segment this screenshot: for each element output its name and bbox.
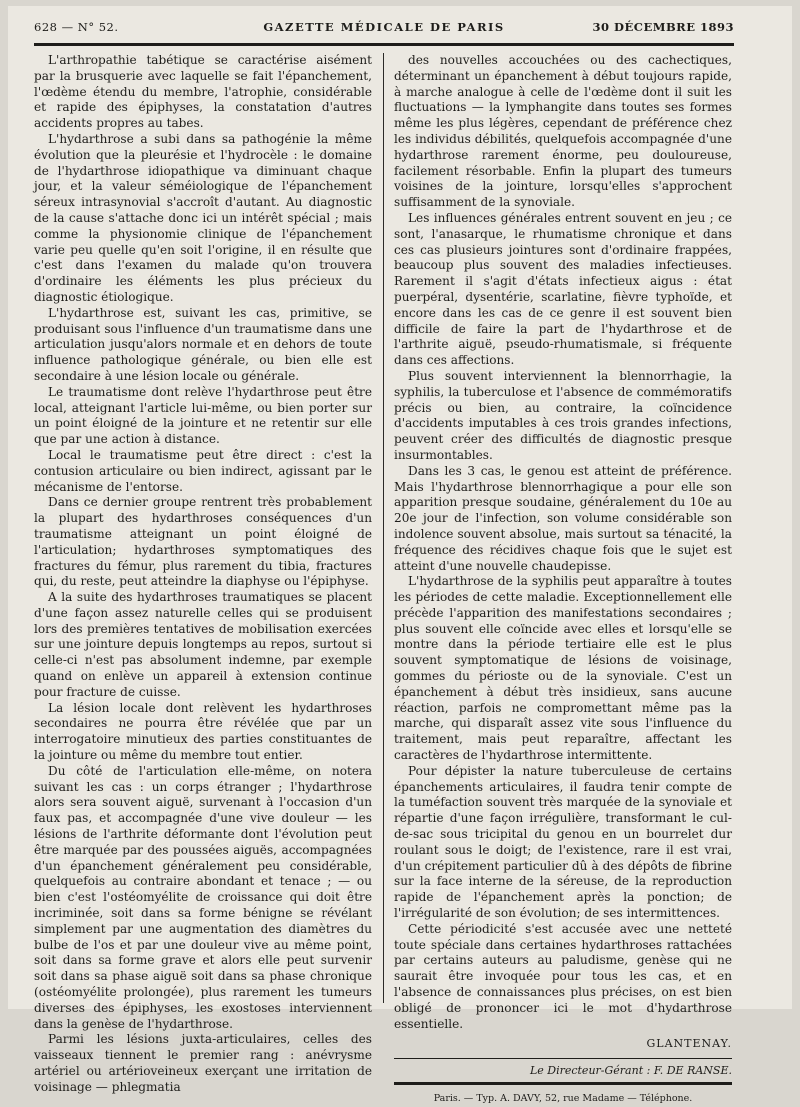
paragraph: Les influences générales entrent souvent en jeu ; ce sont, l'anasarque, le rhumatisme chronique et dans ces cas plusieurs jointures sont d'ordinaire frappées, beaucoup plus souvent des maladies infectieuses. Rarement il s'agit d'états infectieux aigus : état puerpéral, dysentérie, scarlatine, fièvre typhoïde, et encore dans les cas de ce genre il est souvent bien difficile de faire la part de l'hydarthrose et de l'arthrite aiguë, pseudo-rhumatismale, si fréquente dans ces affections. [394,210,732,368]
paragraph: Dans les 3 cas, le genou est atteint de préférence. Mais l'hydarthrose blennorrhagique a pour elle son apparition presque soudaine, généralement du 10e au 20e jour de l'infection, son volume considérable son indolence souvent absolue, mais surtout sa ténacité, la fréquence des récidives chaque fois que le sujet est atteint d'une nouvelle chaudepisse. [394,463,732,573]
paragraph: Pour dépister la nature tuberculeuse de certains épanchements articulaires, il faudra tenir compte de la tuméfaction souvent très marquée de la synoviale et répartie d'une façon irrégulière, transformant le cul-de-sac sous tricipital du genou en un bourrelet dur roulant sous le doigt; de l'existence, rare il est vrai, d'un crépitement particulier dû à des dépôts de fibrine sur la face interne de la séreuse, de la reproduction rapide de l'épanchement après la ponction; de l'irrégularité de son évolution; de ses intermittences. [394,763,732,921]
paragraph: des nouvelles accouchées ou des cachectiques, déterminant un épanchement à début toujours rapide, à marche analogue à celle de l'œdème dont il suit les fluctuations — la lymphangite dans toutes ses formes même les plus légères, cependant de préférence chez les individus débilités, quelquefois accompagnée d'une hydarthrose rarement énorme, peu douloureuse, facilement résorbable. Enfin la plupart des tumeurs voisines de la jointure, lorsqu'elles s'approchent suffisamment de la synoviale. [394,53,732,210]
page-header [34,16,734,40]
footer-rule [394,1082,732,1085]
paragraph: La lésion locale dont relèvent les hydarthroses secondaires ne pourra être révélée que par un interrogatoire minutieux des parties constituantes de la jointure ou même du membre tout entier. [34,700,372,763]
paragraph: Dans ce dernier groupe rentrent très probablement la plupart des hydarthroses conséquences d'un traumatisme atteignant un point éloigné de l'articulation; hydarthroses symptomatiques des fractures du fémur, plus rarement du tibia, fractures qui, du reste, peut atteindre la diaphyse ou l'épiphyse. [34,495,372,589]
header-rule [34,43,734,46]
paragraph: L'hydarthrose est, suivant les cas, primitive, se produisant sous l'influence d'un traumatisme dans une articulation jusqu'alors normale et en dehors de toute influence pathologique générale, ou bien elle est secondaire à une lésion locale ou générale. [34,305,372,383]
director-line: Le Directeur-Gérant : F. DE RANSE. [529,1064,732,1078]
paragraph: Local le traumatisme peut être direct : c'est la contusion articulaire ou bien indirect, agissant par le mécanisme de l'entorse. [34,447,372,494]
page-number: 628 — N° 52. [34,20,119,34]
paragraph: L'hydarthrose de la syphilis peut apparaître à toutes les périodes de cette maladie. Exceptionnellement elle précède l'apparition des manifestations secondaires ; plus souvent elle coïncide avec elles et lorsqu'elle se montre dans la période tertiaire elle est le plus souvent symptomatique de lésions de voisinage, gommes du périoste ou de la synoviale. C'est un épanchement à début très insidieux, sans aucune réaction, parfois ne compromettant même pas la marche, qui disparaît assez vite sous l'influence du traitement, mais peut reparaître, affectant les caractères de l'hydarthrose intermittente. [394,574,732,763]
author-signature: GLANTENAY. [646,1037,732,1051]
paragraph: L'hydarthrose a subi dans sa pathogénie la même évolution que la pleurésie et l'hydrocèle : le domaine de l'hydarthrose idiopathique va diminuant chaque jour, et la valeur séméiologique de l'épanchement séreux intrasynovial s'accroît d'autant. Au diagnostic de la cause s'attache donc ici un intérêt spécial ; mais comme la physionomie clinique de l'épanchement varie peu quelle qu'en soit l'origine, il en résulte que c'est dans l'examen du malade qu'on trouvera d'ordinaire les éléments les plus précieux du diagnostic étiologique. [34,131,372,304]
paragraph: L'arthropathie tabétique se caractérise aisément par la brusquerie avec laquelle se fait l'épanchement, l'œdème étendu du membre, l'atrophie, considérable et rapide des épiphyses, la constatation d'autres accidents propres au tabes. [34,53,372,131]
paragraph: Du côté de l'articulation elle-même, on notera suivant les cas : un corps étranger ; l'hydarthrose alors sera souvent aiguë, survenant à l'occasion d'un faux pas, et accompagnée d'une vive douleur — les lésions de l'arthrite déformante dont l'évolution peut être marquée par des poussées aiguës, accompagnées d'un épanchement généralement peu considérable, quelquefois au contraire abondant et tenace ; — ou bien c'est l'ostéomyélite de croissance qui doit être incriminée, soit dans sa forme bénigne se révélant simplement par une augmentation des diamètres du bulbe de l'os et par une douleur vive au même point, soit dans sa forme grave et alors elle peut survenir soit dans sa phase aiguë soit dans sa phase chronique (ostéomyélite prolongée), plus rarement les tumeurs diverses des épiphyses, les exostoses interviennent dans la genèse de l'hydarthrose. [34,763,372,1031]
left-column [34,53,372,1096]
issue-date: 30 DÉCEMBRE 1893 [592,20,734,34]
journal-title: GAZETTE MÉDICALE DE PARIS [263,20,505,34]
paragraph: A la suite des hydarthroses traumatiques se placent d'une façon assez naturelle celles qui se produisent lors des premières tentatives de mobilisation exercées sur une jointure depuis longtemps au repos, surtout si celle-ci n'est pas absolument indemne, par exemple quand on enlève un appareil à extension continue pour fracture de cuisse. [34,590,372,699]
right-column [394,53,732,1107]
signature-rule [394,1058,732,1059]
paragraph: Le traumatisme dont relève l'hydarthrose peut être local, atteignant l'article lui-même, ou bien porter sur un point éloigné de la jointure et ne retentir sur elle que par une action à distance. [34,384,372,447]
column-divider [383,53,384,1003]
paragraph: Cette périodicité s'est accusée avec une netteté toute spéciale dans certaines hydarthroses rattachées par certains auteurs au paludisme, genèse qui ne saurait être invoquée pour tous les cas, et en l'absence de connaissances plus précises, on est bien obligé de prononcer ici le mot d'hydarthrose essentielle. [394,921,732,1031]
printer-line: Paris. — Typ. A. DAVY, 52, rue Madame — Téléphone. [433,1093,693,1104]
paragraph: Plus souvent interviennent la blennorrhagie, la syphilis, la tuberculose et l'absence de commémoratifs précis ou bien, au contraire, la coïncidence d'accidents imputables à ces trois grandes infections, peuvent créer des difficultés de diagnostic presque insurmontables. [394,368,732,462]
paragraph: Parmi les lésions juxta-articulaires, celles des vaisseaux tiennent le premier rang : anévrysme artériel ou artérioveineux exerçant une irritation de voisinage — phlegmatia [34,1032,372,1094]
newspaper-page [8,6,792,1104]
